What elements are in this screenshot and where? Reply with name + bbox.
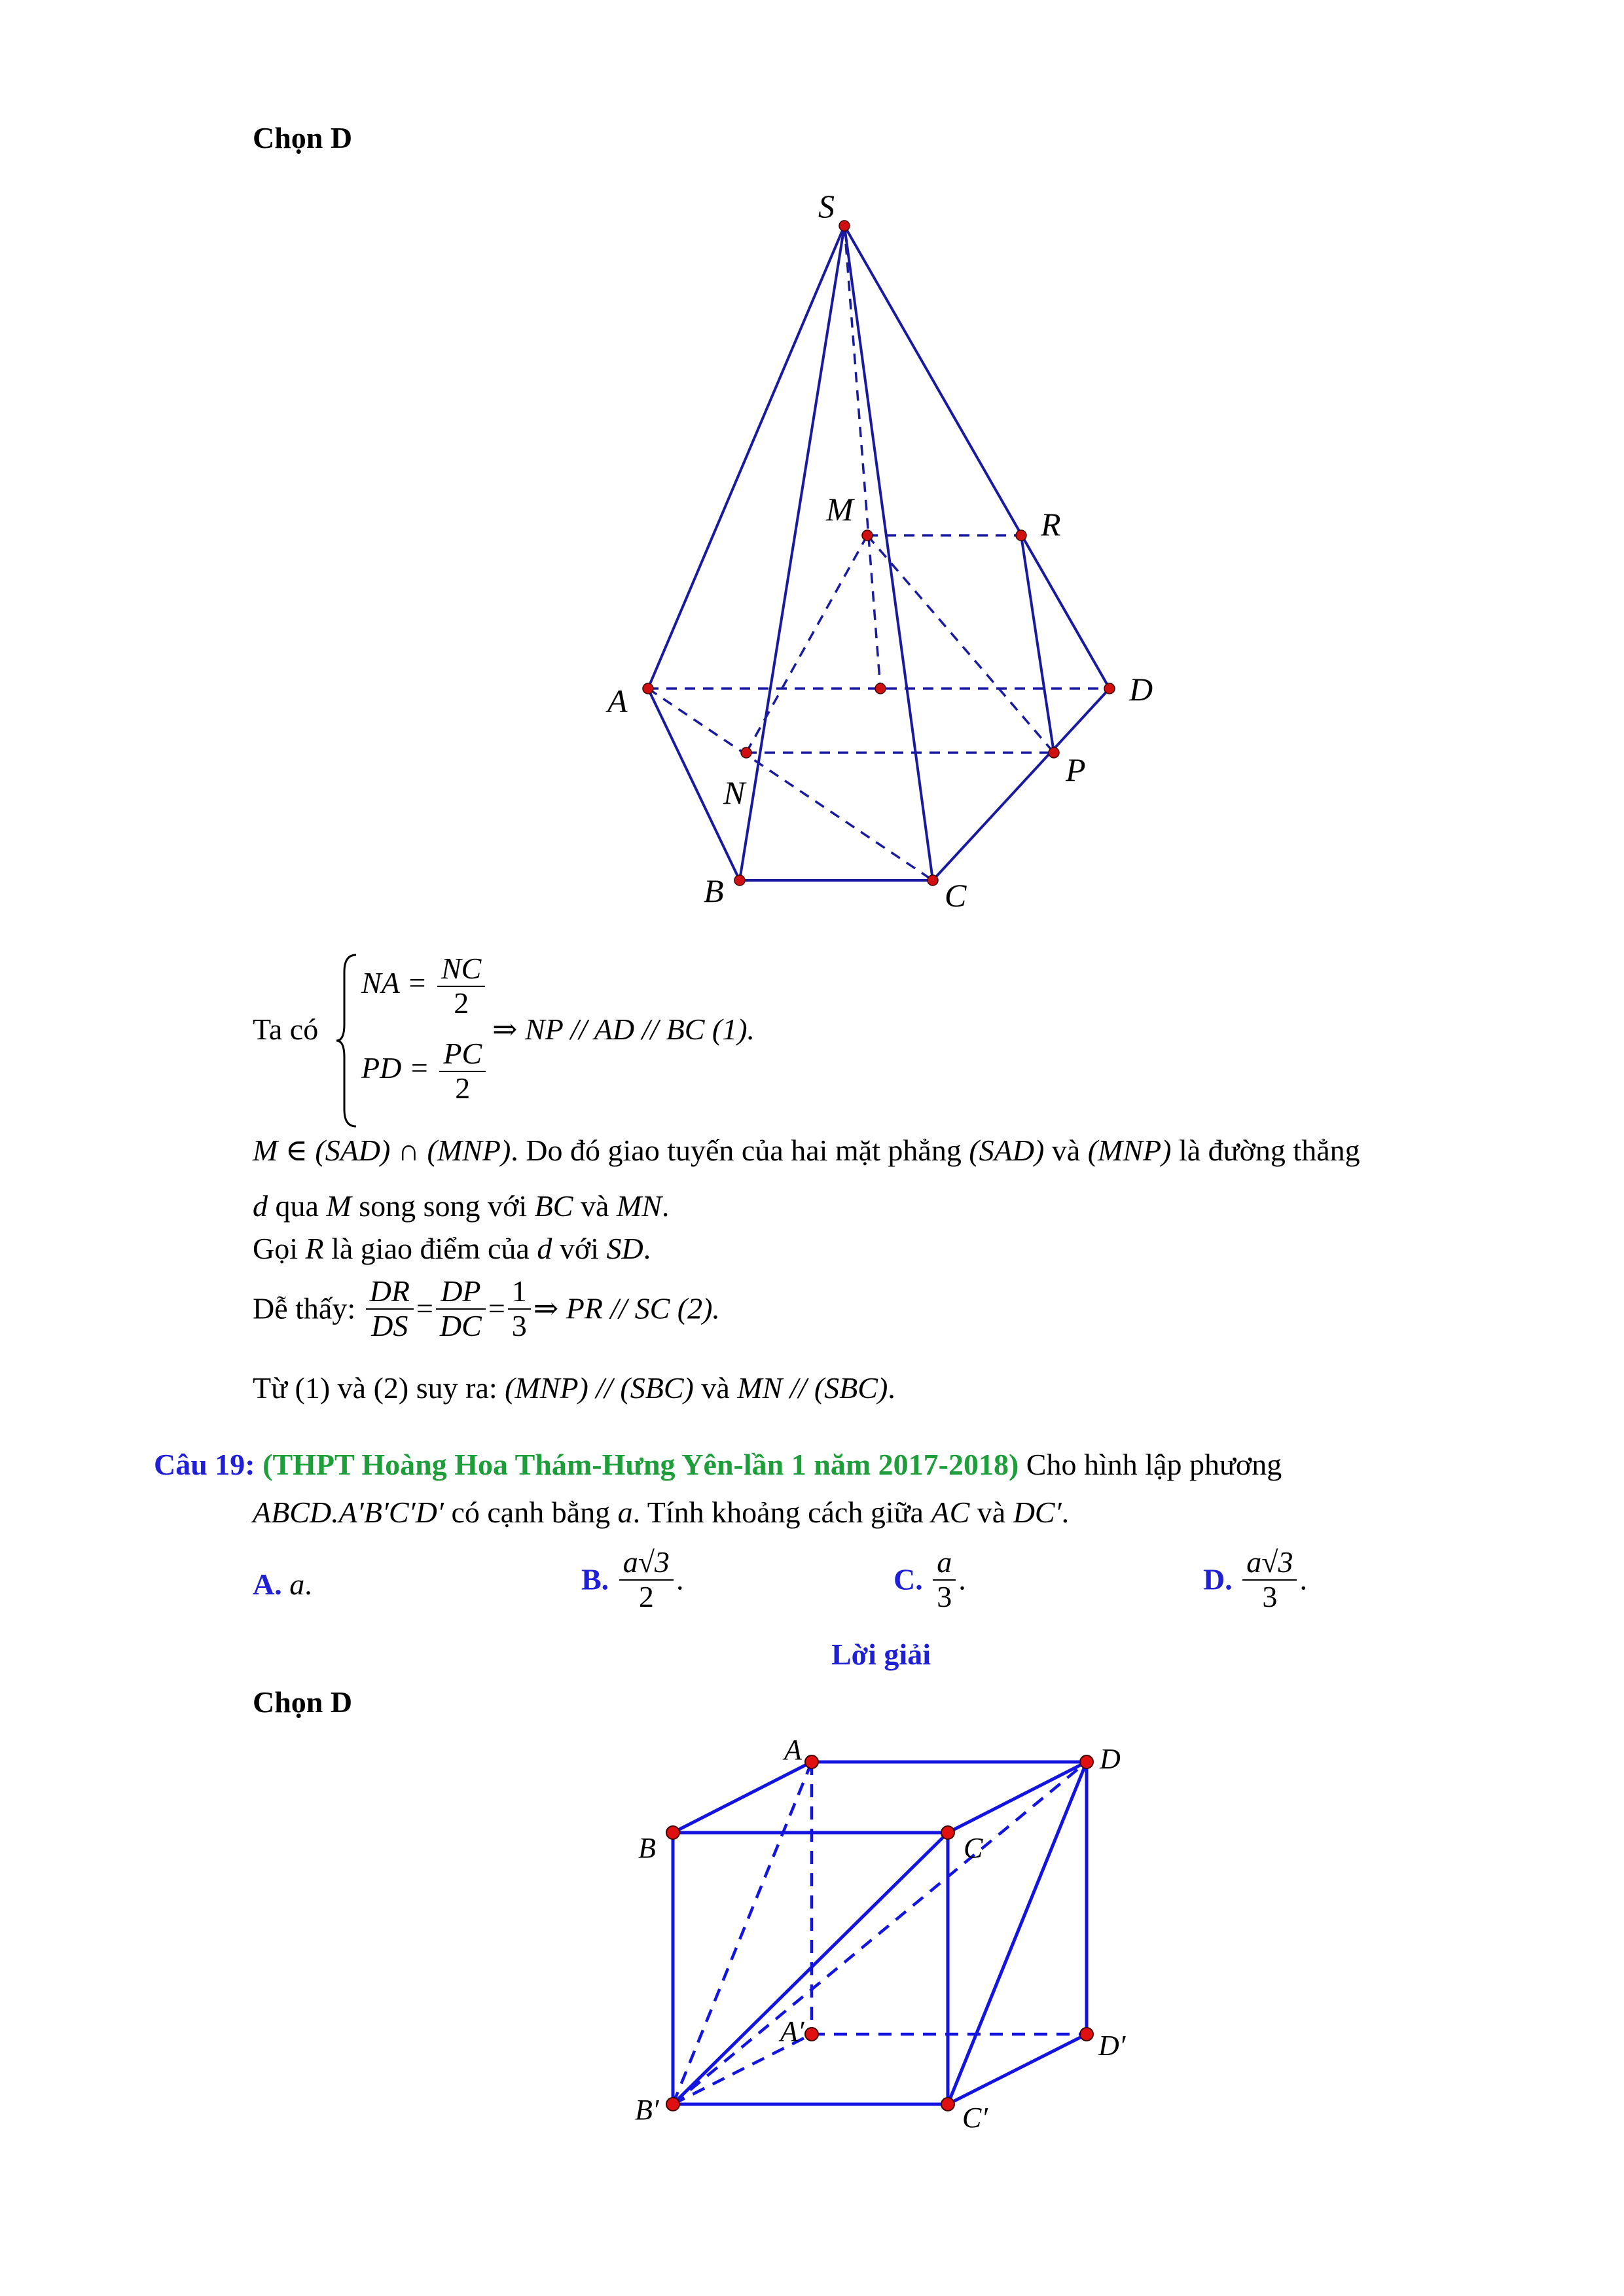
text: . (661, 1189, 670, 1223)
frac-num: 1 (508, 1275, 531, 1310)
cube-name: ABCD.A′B′C′D′ (253, 1496, 444, 1529)
question-text: Cho hình lập phương (1019, 1448, 1282, 1481)
label-S: S (818, 188, 835, 224)
text: . (1061, 1496, 1070, 1529)
var-d: d (537, 1232, 552, 1265)
var-ac: AC (931, 1496, 970, 1529)
frac-den: 2 (638, 1579, 654, 1613)
label-N: N (723, 774, 746, 811)
text: . (888, 1371, 895, 1405)
text: . Tính khoảng cách giữa (632, 1496, 931, 1529)
system-result: ⇒ NP // AD // BC (1). (492, 1013, 755, 1046)
frac-num: NC (437, 952, 485, 987)
plane-mnp: (MNP) (1087, 1134, 1172, 1167)
frac-num: a (933, 1546, 956, 1581)
text: Dễ thấy: (253, 1291, 356, 1325)
text: có cạnh bằng (443, 1496, 618, 1529)
ta-co-label: Ta có (253, 1013, 319, 1046)
frac-den: 3 (1262, 1579, 1278, 1613)
parallel-line-plane: MN // (SBC) (737, 1371, 888, 1405)
label-C: C (964, 1832, 983, 1864)
text: . (304, 1568, 312, 1601)
frac-den: 3 (937, 1579, 952, 1613)
text: Gọi (253, 1232, 306, 1265)
question-label: Câu 19: (154, 1448, 255, 1481)
frac-num: DR (366, 1275, 414, 1310)
text: và (969, 1496, 1013, 1529)
label-D-prime: D′ (1098, 2030, 1126, 2062)
label-R: R (1041, 506, 1061, 543)
label-C: C (945, 877, 967, 914)
text: . (958, 1562, 966, 1596)
label-D: D (1100, 1743, 1121, 1775)
text: qua (268, 1189, 327, 1223)
var-bc: BC (534, 1189, 573, 1223)
plane-sad: (SAD) (969, 1134, 1045, 1167)
option-a-value: a (289, 1568, 305, 1601)
option-b-label: B. (581, 1562, 609, 1596)
answer-choice-2: Chọn D (253, 1685, 353, 1719)
text: là đường thẳng (1171, 1134, 1360, 1167)
de-result: ⇒ PR // SC (2). (533, 1291, 720, 1325)
solution-heading: Lời giải (831, 1638, 931, 1671)
text: . (643, 1232, 651, 1265)
var-mn: MN (616, 1189, 662, 1223)
frac-den: 3 (511, 1308, 527, 1342)
question-source: (THPT Hoàng Hoa Thám-Hưng Yên-lần 1 năm 2017-2018) (262, 1448, 1019, 1481)
var-dc: DC′ (1013, 1496, 1062, 1529)
text: . (1299, 1562, 1307, 1596)
label-A: A (607, 683, 628, 719)
option-d-label: D. (1203, 1562, 1233, 1596)
label-B: B (638, 1832, 656, 1864)
frac-num: a√3 (619, 1546, 674, 1581)
label-A-prime: A′ (780, 2015, 804, 2047)
var-r: R (305, 1232, 324, 1265)
label-A: A (784, 1734, 802, 1766)
option-c-label: C. (893, 1562, 923, 1596)
text: Từ (1) và (2) suy ra: (253, 1371, 505, 1405)
var-m: M (326, 1189, 352, 1223)
text: và (573, 1189, 617, 1223)
label-C-prime: C′ (962, 2102, 988, 2134)
var-a: a (617, 1496, 633, 1529)
label-B-prime: B′ (635, 2094, 659, 2126)
label-M: M (826, 491, 854, 528)
frac-den: DC (439, 1308, 482, 1342)
frac-den: DS (371, 1308, 408, 1342)
text: là giao điểm của (323, 1232, 537, 1265)
var-sd: SD (606, 1232, 643, 1265)
sys2-lhs: PD = (361, 1051, 429, 1085)
frac-num: DP (436, 1275, 486, 1310)
frac-den: 2 (454, 986, 469, 1020)
parallel-planes: (MNP) // (SBC) (505, 1371, 694, 1405)
text: . (676, 1562, 684, 1596)
var-d: d (253, 1189, 268, 1223)
label-P: P (1066, 751, 1086, 788)
text: và (693, 1371, 738, 1405)
option-a-label: A. (253, 1568, 282, 1601)
label-B: B (704, 872, 724, 909)
text: và (1044, 1134, 1088, 1167)
label-D: D (1129, 671, 1153, 708)
line-de-thay: Dễ thấy: $\frac{DR}{DS}$ = $\frac{DP}{DC}$ = $\frac{1}{3}$ ⇒ PR // SC (2). (253, 1274, 720, 1342)
text: với (552, 1232, 607, 1265)
m-in-sad-mnp: M ∈ (SAD) ∩ (MNP) (253, 1134, 511, 1167)
frac-num: PC (439, 1037, 486, 1072)
frac-den: 2 (455, 1071, 471, 1105)
text: song song với (351, 1189, 535, 1223)
text: . Do đó giao tuyến của hai mặt phẳng (511, 1134, 969, 1167)
frac-num: a√3 (1242, 1546, 1297, 1581)
sys1-lhs: NA = (361, 966, 427, 1000)
answer-choice-1: Chọn D (253, 121, 353, 154)
